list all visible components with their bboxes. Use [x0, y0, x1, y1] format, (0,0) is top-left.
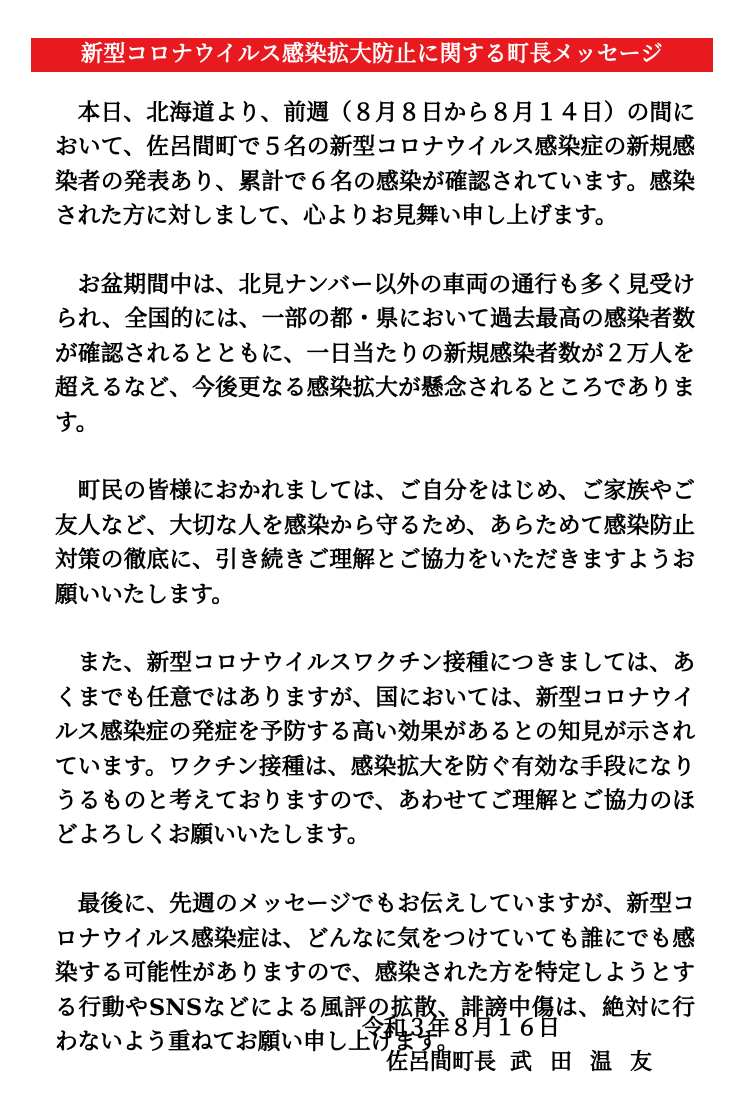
- paragraph-1: 本日、北海道より、前週（８月８日から８月１４日）の間において、佐呂間町で５名の新型コロナウイルス感染症の新規感染者の発表あり、累計で６名の感染が確認されています。感染された方に対しまして、心よりお見舞い申し上げます。: [55, 100, 695, 230]
- paragraph-5: 最後に、先週のメッセージでもお伝えしていますが、新型コロナウイルス感染症は、どんなに気をつけていても誰にでも感染する可能性がありますので、感染された方を特定しようとする行動やSNSなどによる風評の拡散、誹謗中傷は、絶対に行わないよう重ねてお願い申し上げます。: [55, 891, 695, 1055]
- signature-date: 令和３年８月１６日: [362, 1015, 561, 1041]
- page-title: 新型コロナウイルス感染拡大防止に関する町長メッセージ: [31, 38, 713, 72]
- message-body: [55, 96, 695, 1094]
- signer-title: 佐呂間町長: [386, 1049, 497, 1075]
- signer-name: 武田温友: [510, 1049, 671, 1075]
- paragraph-2: お盆期間中は、北見ナンバー以外の車両の通行も多く見受けられ、全国的には、一部の都・県において過去最高の感染者数が確認されるとともに、一日当たりの新規感染者数が２万人を超えるなど、今後更なる感染拡大が懸念されるところであります。: [55, 272, 695, 436]
- paragraph-4: また、新型コロナウイルスワクチン接種につきましては、あくまでも任意ではありますが、国においては、新型コロナウイルス感染症の発症を予防する高い効果があるとの知見が示されています。ワクチン接種は、感染拡大を防ぐ有効な手段になりうるものと考えておりますので、あわせてご理解とご協力のほどよろしくお願いいたします。: [55, 650, 695, 849]
- signature-block: [386, 1047, 670, 1077]
- paragraph-3: 町民の皆様におかれましては、ご自分をはじめ、ご家族やご友人など、大切な人を感染から守るため、あらためて感染防止対策の徹底に、引き続きご理解とご協力をいただきますようお願いいたします。: [55, 478, 695, 608]
